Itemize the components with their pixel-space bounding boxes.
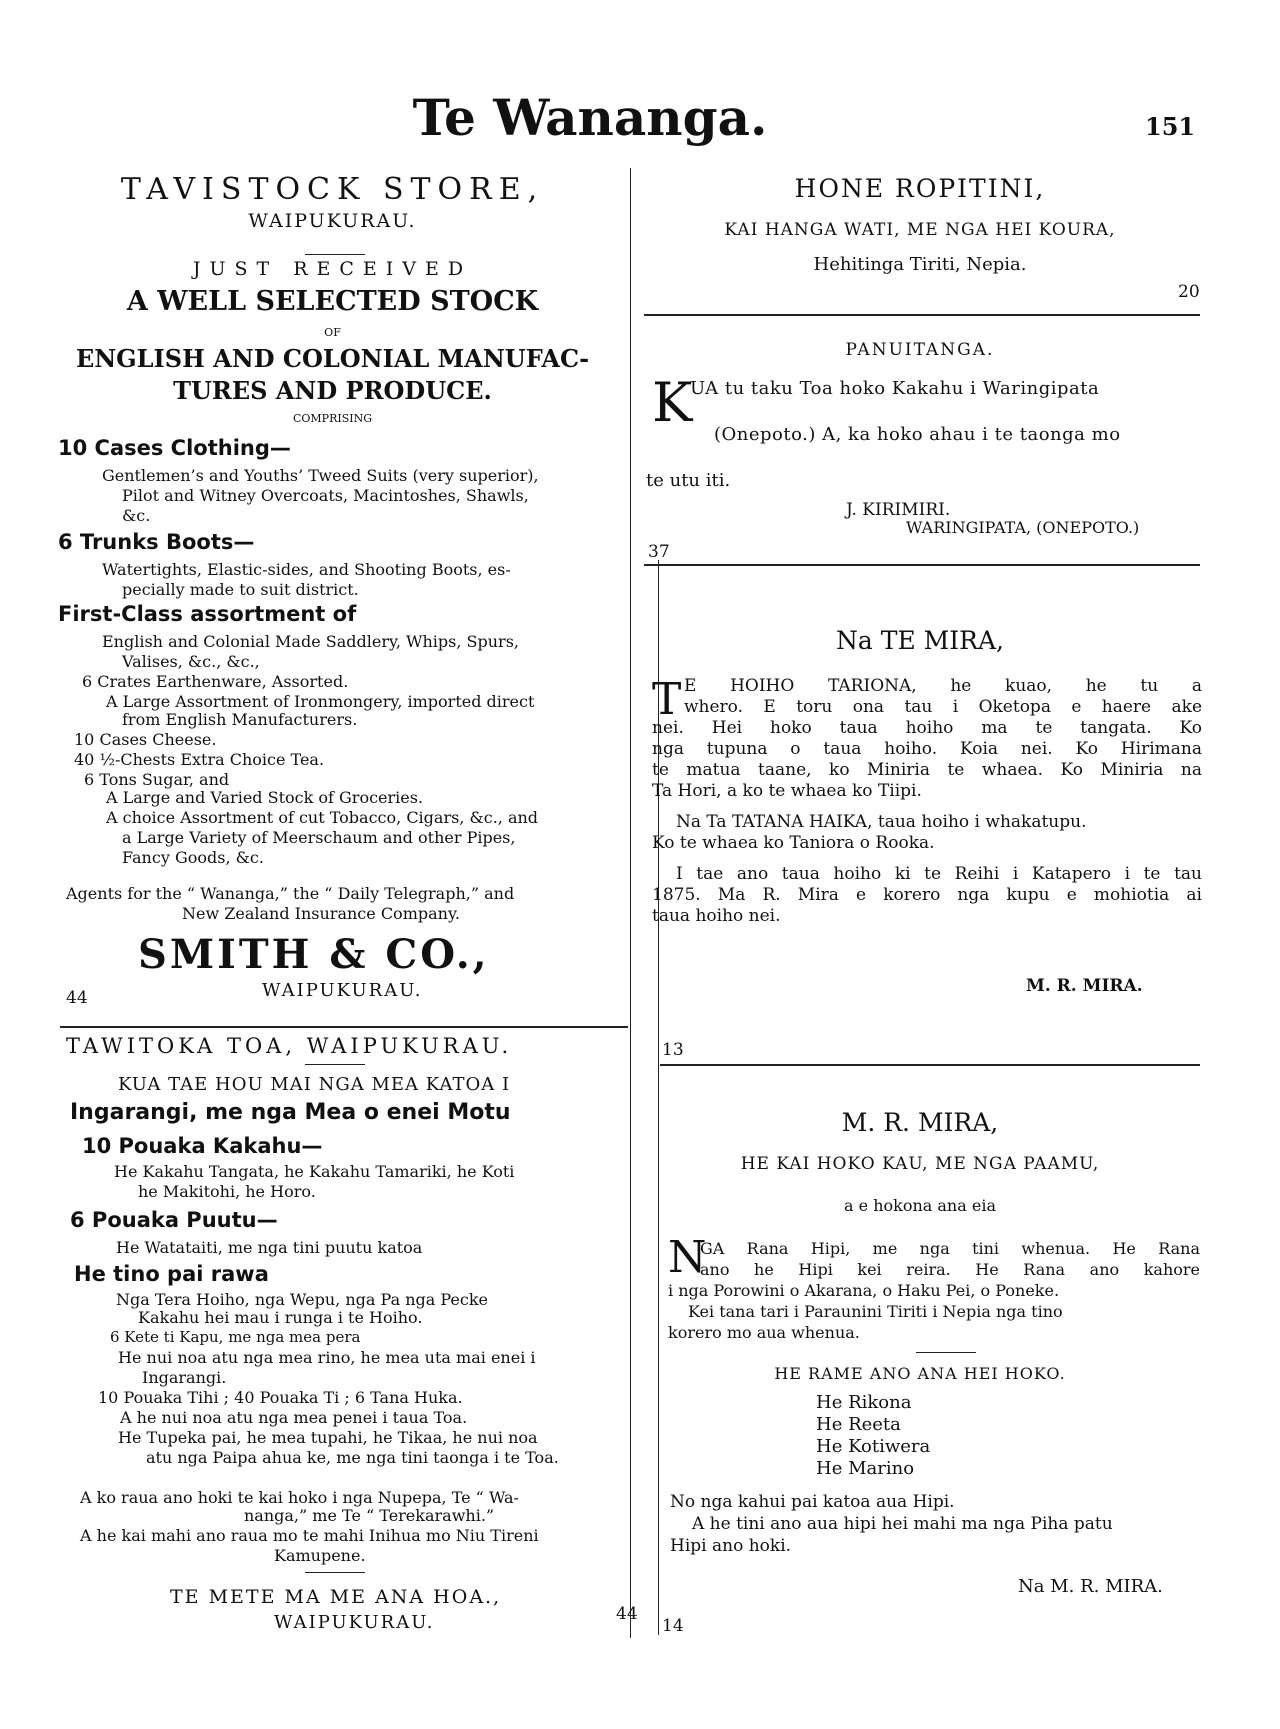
- mira-title: M. R. MIRA,: [841, 1108, 999, 1137]
- of-label: OF: [324, 326, 341, 339]
- puutu-heading: 6 Pouaka Puutu—: [70, 1208, 278, 1232]
- tawitoka-town: WAIPUKURAU.: [274, 1612, 435, 1633]
- rino-line: He nui noa atu nga mea rino, he mea uta mai enei i: [118, 1348, 536, 1367]
- panui-line: te utu iti.: [646, 470, 731, 491]
- boots-heading: 6 Trunks Boots—: [58, 530, 255, 554]
- agents-line: Agents for the “ Wananga,” the “ Daily Telegraph,” and: [66, 884, 515, 903]
- mira-sub: a e hokona ana eia: [844, 1196, 996, 1215]
- tamira-line: Na Ta TATANA HAIKA, taua hoiho i whakatupu.: [676, 812, 1087, 832]
- nupepa-line: A ko raua ano hoki te kai hoko i nga Nupepa, Te “ Wa-: [80, 1488, 519, 1507]
- ironmongery-line: A Large Assortment of Ironmongery, imported direct: [106, 692, 535, 711]
- ad-number: 44: [66, 988, 88, 1008]
- inihua-line: Kamupene.: [274, 1546, 366, 1565]
- mira-line: A he tini ano aua hipi hei mahi ma nga Piha patu: [692, 1514, 1113, 1534]
- panui-line: (Onepoto.) A, ka hoko ahau i te taonga mo: [714, 424, 1121, 445]
- mira-line: i nga Porowini o Akarana, o Haku Pei, o Poneke.: [668, 1281, 1060, 1300]
- nupepa-line: nanga,” me Te “ Terekarawhi.”: [244, 1506, 495, 1525]
- kua-tae-line: KUA TAE HOU MAI NGA MEA KATOA I: [118, 1074, 511, 1095]
- english-colonial-2: TURES AND PRODUCE.: [173, 376, 492, 405]
- tino-pai-heading: He tino pai rawa: [74, 1262, 269, 1286]
- rame-heading: HE RAME ANO ANA HEI HOKO.: [774, 1364, 1066, 1383]
- boots-line: pecially made to suit district.: [122, 580, 359, 599]
- mira-line: ano he Hipi kei reira. He Rana ano kahore: [700, 1260, 1200, 1279]
- saddlery-line: English and Colonial Made Saddlery, Whips, Spurs,: [102, 632, 519, 651]
- drop-cap: K: [652, 371, 693, 434]
- tamira-signature: M. R. MIRA.: [1026, 976, 1143, 996]
- divider: [305, 1064, 365, 1065]
- store-name: TAVISTOCK STORE,: [120, 172, 545, 207]
- agents-line: New Zealand Insurance Company.: [182, 904, 460, 923]
- panui-place: WARINGIPATA, (ONEPOTO.): [906, 518, 1140, 537]
- tamira-line: whero. E toru ona tau i Oketopa e haere ake: [684, 697, 1202, 717]
- first-class-heading: First-Class assortment of: [58, 602, 357, 626]
- tamira-line: 1875. Ma R. Mira e korero nga kupu e mohiotia ai: [652, 885, 1202, 905]
- just-received: JUST RECEIVED: [192, 258, 473, 280]
- panui-signature: J. KIRIMIRI.: [846, 500, 951, 520]
- hone-name: HONE ROPITINI,: [794, 174, 1046, 203]
- tamira-line: E HOIHO TARIONA, he kuao, he tu a: [684, 676, 1202, 696]
- divider: [305, 254, 365, 255]
- tihi-line: 10 Pouaka Tihi ; 40 Pouaka Ti ; 6 Tana Huka.: [98, 1388, 463, 1407]
- mira-line: No nga kahui pai katoa aua Hipi.: [670, 1492, 955, 1512]
- tamira-line: nga tupuna o taua hoiho. Koia nei. Ko Hirimana: [652, 739, 1202, 759]
- tamira-title: Na TE MIRA,: [836, 626, 1004, 655]
- mira-line: Hipi ano hoki.: [670, 1536, 792, 1556]
- smith-co-name: SMITH & CO.,: [138, 931, 490, 978]
- mira-line: Kei tana tari i Paraunini Tiriti i Nepia nga tino: [688, 1302, 1063, 1321]
- ironmongery-line: from English Manufacturers.: [122, 710, 358, 729]
- breed-item: He Kotiwera: [816, 1436, 931, 1457]
- well-selected-stock: A WELL SELECTED STOCK: [126, 286, 539, 317]
- ad-number: 13: [662, 1040, 684, 1060]
- breed-item: He Reeta: [816, 1414, 901, 1435]
- tupeka-line: atu nga Paipa ahua ke, me nga tini taonga i te Toa.: [146, 1448, 559, 1467]
- kapu-line: 6 Kete ti Kapu, me nga mea pera: [110, 1328, 361, 1346]
- pai-line: Kakahu hei mau i runga i te Hoiho.: [138, 1308, 423, 1327]
- puutu-line: He Watataiti, me nga tini puutu katoa: [116, 1238, 423, 1257]
- crates-line: 6 Crates Earthenware, Assorted.: [82, 672, 349, 691]
- tavistock-store-ad: [40, 170, 625, 232]
- inihua-line: A he kai mahi ano raua mo te mahi Inihua mo Niu Tireni: [80, 1526, 539, 1545]
- mira-para: [668, 1232, 1200, 1343]
- panui-line: UA tu taku Toa hoko Kakahu i Waringipata: [690, 378, 1100, 399]
- drop-cap: T: [652, 674, 682, 725]
- hone-trade: KAI HANGA WATI, ME NGA HEI KOURA,: [724, 220, 1116, 240]
- clothing-line: &c.: [122, 506, 151, 525]
- clothing-line: Pilot and Witney Overcoats, Macintoshes, Shawls,: [122, 486, 529, 505]
- groceries-line: A Large and Varied Stock of Groceries.: [106, 788, 424, 807]
- divider: [60, 1026, 628, 1028]
- mete-line: TE METE MA ME ANA HOA.,: [170, 1586, 502, 1608]
- tobacco-line: Fancy Goods, &c.: [122, 848, 264, 867]
- panui-title: PANUITANGA.: [845, 340, 995, 360]
- tupeka-line: He Tupeka pai, he mea tupahi, he Tikaa, he nui noa: [118, 1428, 538, 1447]
- store-town: WAIPUKURAU.: [248, 210, 417, 232]
- mira-line: GA Rana Hipi, me nga tini whenua. He Rana: [700, 1239, 1200, 1258]
- tamira-line: te matua taane, ko Miniria te whaea. Ko Miniria na: [652, 760, 1202, 780]
- ad-number: 44: [616, 1604, 638, 1624]
- divider: [305, 1572, 365, 1573]
- tamira-line: taua hoiho nei.: [652, 906, 781, 926]
- tamira-line: Ko te whaea ko Taniora o Rooka.: [652, 833, 935, 853]
- tobacco-line: A choice Assortment of cut Tobacco, Cigars, &c., and: [106, 808, 539, 827]
- divider: [660, 1064, 1200, 1066]
- penei-line: A he nui noa atu nga mea penei i taua Toa.: [120, 1408, 468, 1427]
- tobacco-line: a Large Variety of Meerschaum and other Pipes,: [122, 828, 516, 847]
- ad-number: 14: [662, 1616, 684, 1636]
- column-divider: [630, 168, 631, 1638]
- tamira-line: Ta Hori, a ko te whaea ko Tiipi.: [652, 781, 922, 801]
- saddlery-line: Valises, &c., &c.,: [122, 652, 260, 671]
- ad-number: 37: [648, 542, 670, 562]
- breed-item: He Rikona: [816, 1392, 912, 1413]
- english-colonial-1: ENGLISH AND COLONIAL MANUFAC-: [75, 344, 590, 373]
- breed-item: He Marino: [816, 1458, 915, 1479]
- page-number: 151: [1145, 112, 1196, 141]
- boots-line: Watertights, Elastic-sides, and Shooting Boots, es-: [102, 560, 511, 579]
- clothing-line: Gentlemen’s and Youths’ Tweed Suits (very superior),: [102, 466, 539, 485]
- divider: [916, 1352, 976, 1353]
- smith-co-town: WAIPUKURAU.: [262, 980, 423, 1001]
- kakahu-heading: 10 Pouaka Kakahu—: [82, 1134, 323, 1158]
- kakahu-line: he Makitohi, he Horo.: [138, 1182, 316, 1201]
- comprising-label: COMPRISING: [292, 412, 373, 425]
- page-title: Te Wananga.: [412, 88, 768, 147]
- hone-ropitini-ad: [640, 172, 1200, 275]
- pai-line: Nga Tera Hoiho, nga Wepu, nga Pa nga Pecke: [116, 1290, 489, 1309]
- kakahu-line: He Kakahu Tangata, he Kakahu Tamariki, he Koti: [114, 1162, 515, 1181]
- mira-trade: HE KAI HOKO KAU, ME NGA PAAMU,: [740, 1154, 1100, 1174]
- divider: [644, 564, 1200, 566]
- divider: [644, 314, 1200, 316]
- cheese-line: 10 Cases Cheese.: [74, 730, 217, 749]
- mira-line: korero mo aua whenua.: [668, 1323, 860, 1342]
- drop-cap: N: [668, 1232, 707, 1283]
- tamira-line: nei. Hei hoko taua hoiho ma te tangata. Ko: [652, 718, 1202, 738]
- tamira-para: [652, 676, 1202, 927]
- rino-line: Ingarangi.: [142, 1368, 227, 1387]
- sugar-line: 6 Tons Sugar, and: [84, 770, 230, 789]
- tea-line: 40 ½-Chests Extra Choice Tea.: [74, 750, 325, 769]
- ad-number: 20: [1178, 282, 1200, 302]
- tamira-line: I tae ano taua hoiho ki te Reihi i Katapero i te tau: [676, 864, 1202, 884]
- ingarangi-heading: Ingarangi, me nga Mea o enei Motu: [70, 1100, 511, 1125]
- tawitoka-title: TAWITOKA TOA, WAIPUKURAU.: [66, 1034, 513, 1058]
- clothing-heading: 10 Cases Clothing—: [58, 436, 291, 460]
- mira-signature: Na M. R. MIRA.: [1018, 1576, 1163, 1597]
- hone-address: Hehitinga Tiriti, Nepia.: [813, 254, 1027, 275]
